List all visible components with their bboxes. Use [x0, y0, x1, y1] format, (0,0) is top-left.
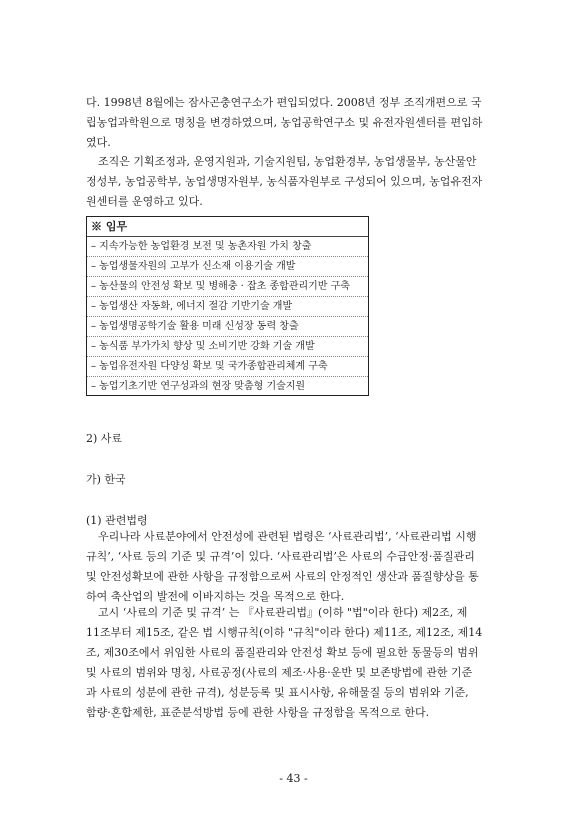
duties-box — [86, 216, 369, 396]
intro-paragraph — [86, 93, 504, 153]
section-heading-laws: (1) 관련법령 — [86, 514, 148, 527]
text-line: 고시 ‘사료의 기준 및 규격’ 는 『사료관리법』(이하 "법"이라 한다) 제2조, 제 — [98, 606, 468, 619]
section-heading-korea: 가) 한국 — [86, 473, 126, 486]
text-line: 조직은 기획조정과, 운영지원과, 기술지원팀, 농업환경부, 농업생물부, 농산물안 — [98, 155, 477, 168]
duty-item: – 농업유전자원 다양성 확보 및 국가종합관리체계 구축 — [87, 357, 368, 377]
text-line: 조, 제30조에서 위임한 사료의 품질관리와 안전성 확보 등에 필요한 동물등의 범위 — [86, 646, 479, 659]
text-line: 하여 축산업의 발전에 이바지하는 것을 목적으로 한다. — [86, 590, 345, 603]
text-line: 였다. — [86, 136, 111, 149]
duty-item: – 농업생산 자동화, 에너지 절감 기반기술 개발 — [87, 297, 368, 317]
duty-item: – 농업생물자원의 고부가 신소재 이용기술 개발 — [87, 257, 368, 277]
text-line: 정성부, 농업공학부, 농업생명자원부, 농식품자원부로 구성되어 있으며, 농업유전자 — [86, 175, 483, 188]
organization-paragraph — [86, 152, 504, 212]
text-line: 함량·혼합제한, 표준분석방법 등에 관한 사항을 규정함을 목적으로 한다. — [86, 706, 430, 719]
section-heading-feed: 2) 사료 — [86, 432, 123, 445]
text-line: 다. 1998년 8월에는 잠사곤충연구소가 편입되었다. 2008년 정부 조직개편으로 국 — [86, 96, 482, 109]
text-line: 11조부터 제15조, 같은 법 시행규칙(이하 "규칙"이라 한다) 제11조, 제12조, 제14 — [86, 626, 483, 639]
text-line: 규칙’, ‘사료 등의 기준 및 규격’이 있다. ‘사료관리법’은 사료의 수급안정·품질관리 — [86, 550, 475, 563]
duty-item: – 농산물의 안전성 확보 및 병해충 · 잡초 종합관리기반 구축 — [87, 277, 368, 297]
page-number: - 43 - — [279, 772, 308, 785]
text-line: 및 안전성확보에 관한 사항을 규정함으로써 사료의 안정적인 생산과 품질향상을 통 — [86, 570, 479, 583]
text-line: 우리나라 사료분야에서 안전성에 관련된 법령은 ‘사료관리법’, ‘사료관리법 시행 — [98, 530, 477, 543]
text-line: 및 사료의 범위와 명칭, 사료공정(사료의 제조·사용·운반 및 보존방법에 관한 기준 — [86, 666, 473, 679]
text-line: 립농업과학원으로 명칭을 변경하였으며, 농업공학연구소 및 유전자원센터를 편입하 — [86, 116, 483, 129]
duty-item: – 지속가능한 농업환경 보전 및 농촌자원 가치 창출 — [87, 237, 368, 257]
duties-title: ※ 임무 — [87, 217, 368, 237]
text-line: 과 사료의 성분에 관한 규격), 성분등록 및 표시사항, 유해물질 등의 범위와 기준, — [86, 686, 469, 699]
duty-item: – 농업생명공학기술 활용 미래 신성장 동력 창출 — [87, 317, 368, 337]
law-paragraph — [86, 527, 504, 607]
notice-paragraph — [86, 603, 504, 723]
duty-item: – 농식품 부가가치 향상 및 소비기반 강화 기술 개발 — [87, 337, 368, 357]
duty-item: – 농업기초기반 연구성과의 현장 맞춤형 기술지원 — [91, 381, 306, 392]
text-line: 원센터를 운영하고 있다. — [86, 195, 203, 208]
